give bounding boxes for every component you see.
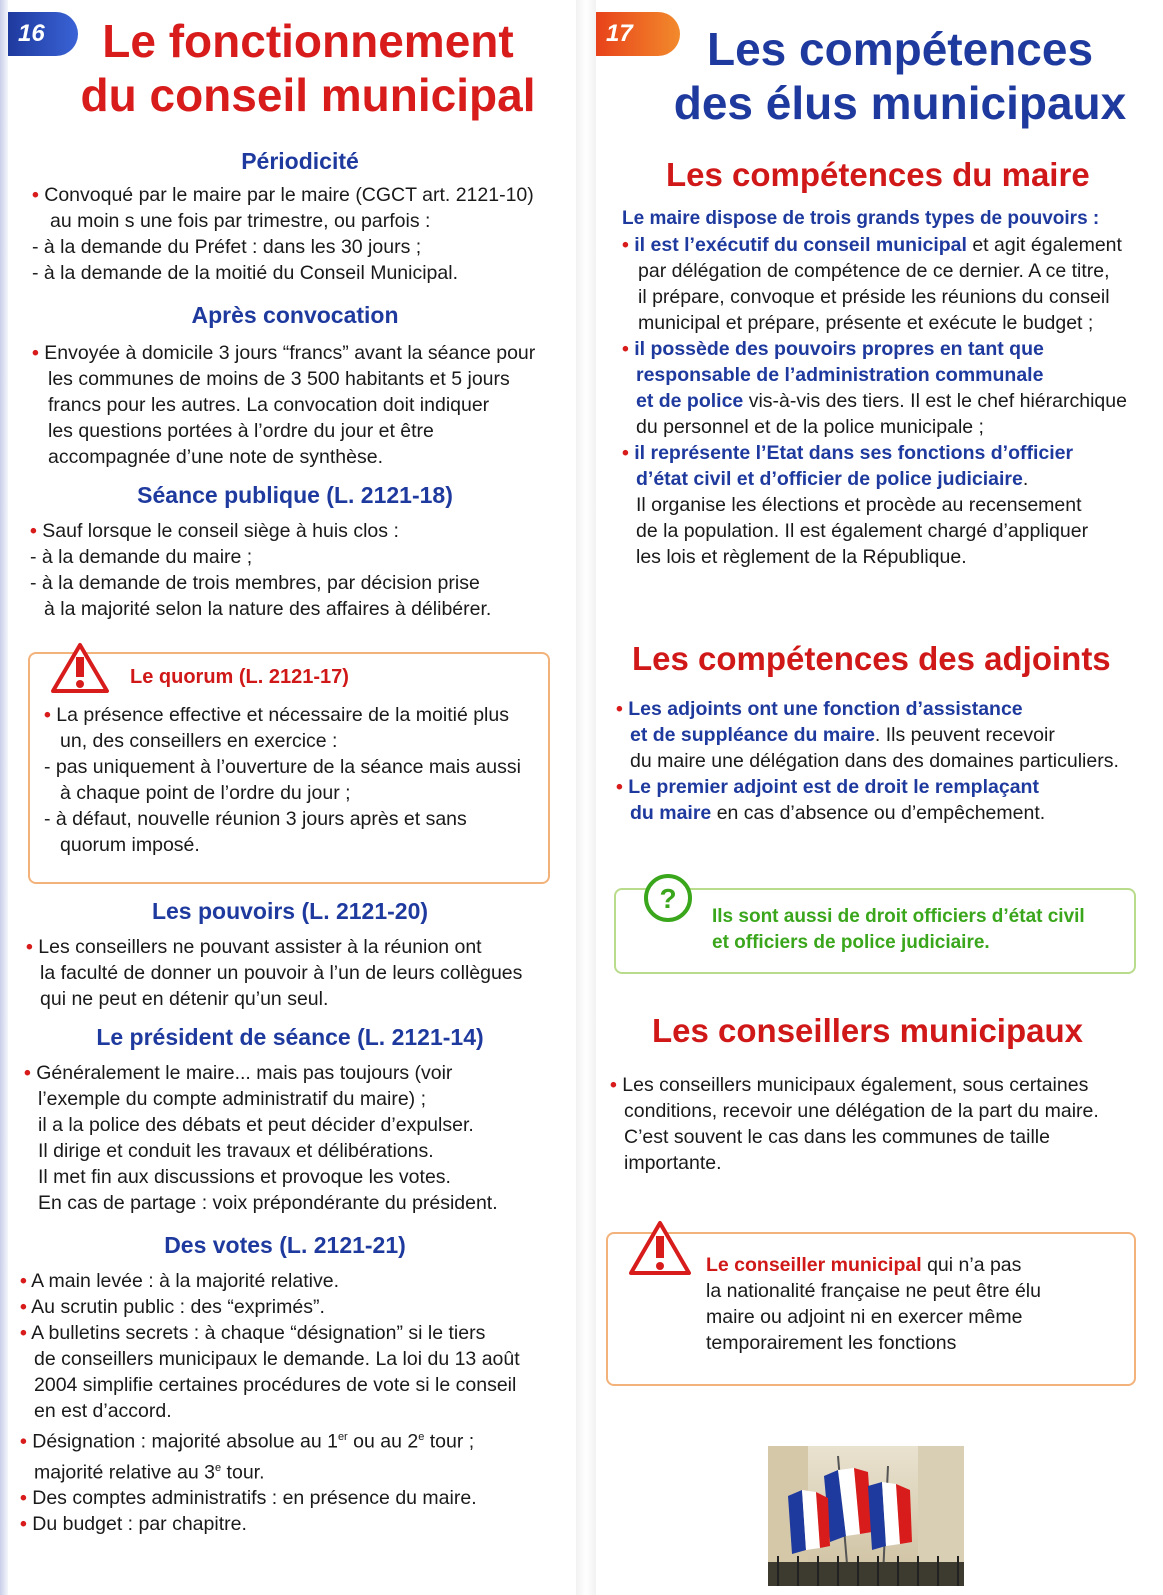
quorum-heading: Le quorum (L. 2121-17) (130, 666, 349, 688)
page-number: 17 (606, 20, 633, 47)
title-line-1: Le fonctionnement (102, 15, 514, 67)
conseillers-text: • Les conseillers municipaux également, sous certaines conditions, recevoir une délégation de la part du maire. C’est souvent le cas dans les communes de taille importante. (610, 1074, 1099, 1174)
heading-seance-publique: Séance publique (L. 2121-18) (137, 482, 453, 508)
title-line-2: du conseil municipal (80, 69, 536, 121)
flags-photo (768, 1446, 964, 1586)
quorum-box (28, 652, 550, 884)
page-16 (0, 0, 576, 1595)
warning-icon (50, 642, 110, 694)
page-gutter (576, 0, 596, 1595)
warning-box (606, 1232, 1136, 1386)
adjoints-text: • Les adjoints ont une fonction d’assistance et de suppléance du maire. Ils peuvent recevoir du maire une délégation dans des domaines particuliers. • Le premier adjoint est de droit le remplaçant du maire en cas d’absence ou d’empêchement. (616, 698, 1119, 824)
periodicite-text: • Convoqué par le maire par le maire (CGCT art. 2121-10) au moin s une fois par trimestre, ou parfois : - à la demande du Préfet : dans les 30 jours ; - à la demande de la moitié du Conseil Municipal. (32, 184, 534, 284)
info-text: Ils sont aussi de droit officiers d’état civil et officiers de police judiciaire. (712, 906, 1085, 953)
heading-competences-adjoints: Les compétences des adjoints (632, 640, 1111, 677)
maire-text: Le maire dispose de trois grands types de pouvoirs : • il est l’exécutif du conseil municipal et agit également par délégation de compétence de ce dernier. A ce titre, il prépare, convoque et préside les réunions du conseil municipal et prépare, présente et exécute le budget ; • il possède des pouvoirs propres en tant que responsable de l’administration communale et de police vis-à-vis des tiers. Il est le chef hiérarchique du personnel et de la police municipale ; • il représente l’Etat dans ses fonctions d’officier d’état civil et d’officier de police judiciaire. Il organise les élections et procède au recensement de la population. Il est également chargé d’appliquer les lois et règlement de la République. (622, 208, 1127, 568)
heading-periodicite: Périodicité (241, 148, 359, 174)
heading-competences-maire: Les compétences du maire (666, 156, 1090, 193)
votes-text: • A main levée : à la majorité relative. • Au scrutin public : des “exprimés”. • A bulletins secrets : à chaque “désignation” si le tiers de conseillers municipaux le demande. La loi du 13 août 2004 simplifie certaines procédures de vote si le conseil en est d’accord. • Désignation : majorité absolue au 1er ou au 2e tour ; majorité relative au 3e tour. • Des comptes administratifs : en présence du maire. • Du budget : par chapitre. (20, 1270, 520, 1535)
page-number: 16 (18, 20, 45, 47)
heading-conseillers-municipaux: Les conseillers municipaux (652, 1012, 1083, 1049)
heading-pouvoirs: Les pouvoirs (L. 2121-20) (151, 898, 429, 924)
heading-votes: Des votes (L. 2121-21) (164, 1232, 406, 1258)
pouvoirs-text: • Les conseillers ne pouvant assister à la réunion ont la faculté de donner un pouvoir à l’un de leurs collègues qui ne peut en détenir qu’un seul. (26, 936, 523, 1010)
svg-text:?: ? (659, 883, 677, 914)
seance-text: • Sauf lorsque le conseil siège à huis clos : - à la demande du maire ; - à la demande de trois membres, par décision prise à la majorité selon la nature des affaires à délibérer. (30, 520, 492, 620)
french-flags-image (768, 1446, 964, 1586)
president-text: • Généralement le maire... mais pas toujours (voir l’exemple du compte administratif du maire) ; il a la police des débats et peut décider d’expulser. Il dirige et conduit les travaux et délibérations. Il met fin aux discussions et provoque les votes. En cas de partage : voix prépondérante du président. (24, 1062, 498, 1214)
heading-president-seance: Le président de séance (L. 2121-14) (96, 1024, 484, 1050)
page-title (48, 14, 568, 122)
info-box (614, 883, 1136, 974)
title-line-2: des élus municipaux (673, 77, 1127, 129)
page-title (640, 22, 1160, 130)
apres-text: • Envoyée à domicile 3 jours “francs” avant la séance pour les communes de moins de 3 500 habitants et 5 jours francs pour les autres. La convocation doit indiquer les questions portées à l’ordre du jour et être accompagnée d’une note de synthèse. (32, 342, 536, 468)
title-line-1: Les compétences (706, 23, 1094, 75)
page-17 (596, 0, 1163, 1595)
quorum-text: • La présence effective et nécessaire de la moitié plus un, des conseillers en exercice : - pas uniquement à l’ouverture de la séance mais aussi à chaque point de l’ordre du jour ; - à défaut, nouvelle réunion 3 jours après et sans quorum imposé. (44, 704, 521, 856)
warning-icon (628, 1220, 692, 1276)
heading-apres-convocation: Après convocation (191, 302, 399, 328)
warning-text: Le conseiller municipal qui n’a pas la nationalité française ne peut être élu maire ou adjoint ni en exercer même temporairement les fonctions (706, 1254, 1041, 1354)
question-icon (642, 872, 694, 924)
